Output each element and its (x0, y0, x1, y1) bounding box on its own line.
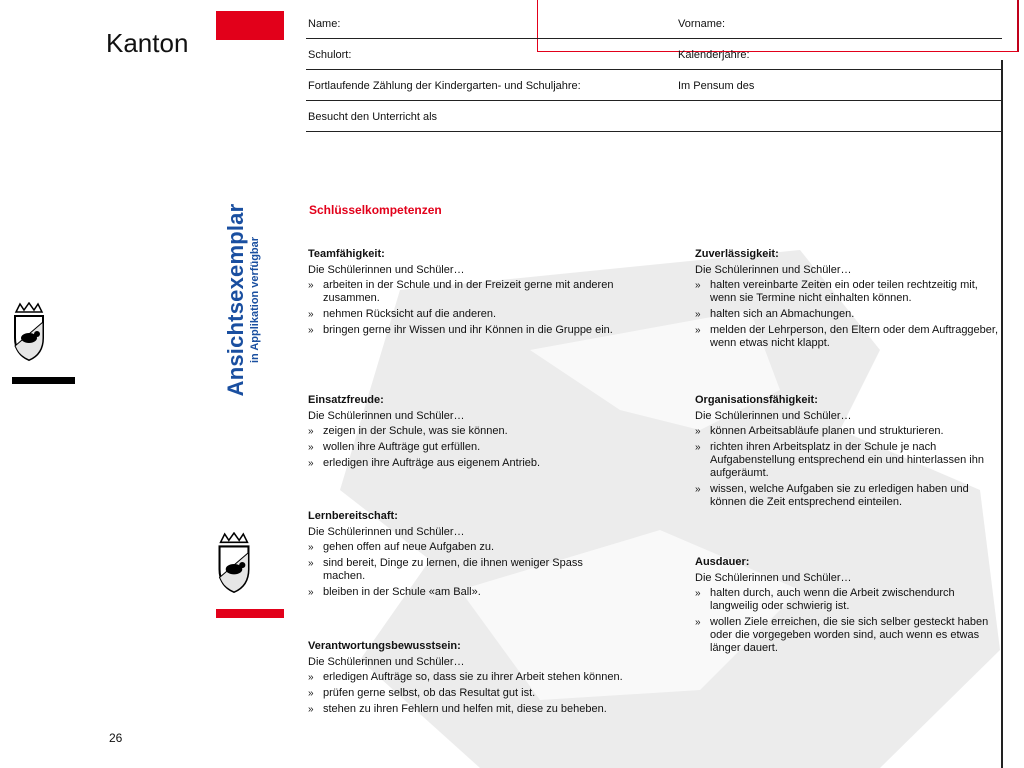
competence-organisation (695, 394, 1000, 512)
competence-lead: Die Schülerinnen und Schüler… (308, 264, 465, 276)
list-item: » sind bereit, Dinge zu lernen, die ihnen weniger Spass machen. (308, 557, 583, 582)
list-item: » richten ihren Arbeitsplatz in der Schule je nach Aufgabenstellung entsprechend ein und hinterlassen ihn aufgeräumt. (695, 441, 984, 479)
list-item: » stehen zu ihren Fehlern und helfen mit, diese zu beheben. (308, 703, 607, 715)
competence-title: Einsatzfreude: (308, 394, 384, 406)
list-item: » melden der Lehrperson, den Eltern oder dem Auftraggeber, wenn etwas nicht klappt. (695, 324, 999, 349)
list-item: » halten sich an Abmachungen. (695, 308, 855, 320)
list-item: » arbeiten in der Schule und in der Freizeit gerne mit anderen zusammen. (308, 279, 614, 304)
competence-title: Teamfähigkeit: (308, 248, 385, 260)
red-corner-block (216, 11, 284, 40)
slide-heading: Kanton (106, 28, 189, 58)
competence-lead: Die Schülerinnen und Schüler… (695, 572, 852, 584)
form-label: Kalenderjahre: (678, 49, 750, 61)
list-item: » wissen, welche Aufgaben sie zu erledigen haben und können die Zeit entsprechend einteilen. (695, 483, 969, 508)
list-item: » wollen Ziele erreichen, die sie sich selber gesteckt haben oder die vorgegeben worden sind, auch wenn es etwas länger dauert. (695, 616, 989, 654)
red-footer-bar (216, 609, 284, 618)
list-item: » gehen offen auf neue Aufgaben zu. (308, 541, 495, 553)
form-label: Fortlaufende Zählung der Kindergarten- und Schuljahre: (308, 80, 581, 92)
competence-teamfaehigkeit (308, 248, 628, 340)
page-edge-line (1001, 60, 1003, 768)
list-item: » bringen gerne ihr Wissen und ihr Können in die Gruppe ein. (308, 324, 613, 336)
bern-coat-of-arms-icon (216, 532, 252, 594)
list-item: » nehmen Rücksicht auf die anderen. (308, 308, 497, 320)
form-label: Name: (308, 18, 341, 30)
competence-ausdauer (695, 556, 1000, 658)
form-label: Besucht den Unterricht als (308, 111, 438, 123)
form-label: Im Pensum des (678, 80, 755, 92)
competence-lead: Die Schülerinnen und Schüler… (695, 410, 852, 422)
form-row (306, 8, 1002, 39)
form-label: Schulort: (308, 49, 352, 61)
form-row (306, 101, 1002, 132)
list-item: » erledigen Aufträge so, dass sie zu ihrer Arbeit stehen können. (308, 671, 623, 683)
form-label: Vorname: (678, 18, 726, 30)
ansichtsexemplar-stamp (223, 204, 261, 397)
competence-lead: Die Schülerinnen und Schüler… (308, 656, 465, 668)
competence-title: Verantwortungsbewusstsein: (308, 640, 461, 652)
list-item: » können Arbeitsabläufe planen und strukturieren. (695, 425, 944, 437)
list-item: » erledigen ihre Aufträge aus eigenem Antrieb. (308, 457, 541, 469)
list-item: » zeigen in der Schule, was sie können. (308, 425, 508, 437)
competence-einsatzfreude (308, 394, 628, 473)
competence-lernbereitschaft (308, 510, 628, 602)
competence-lead: Die Schülerinnen und Schüler… (308, 410, 465, 422)
competence-zuverlaessigkeit (695, 248, 1000, 353)
bern-coat-of-arms-icon (12, 302, 46, 362)
competence-title: Zuverlässigkeit: (695, 248, 779, 260)
form-row (306, 39, 1002, 70)
section-title: Schlüsselkompetenzen (309, 203, 442, 217)
stamp-line-2: in Applikation verfügbar (249, 236, 261, 364)
competence-title: Lernbereitschaft: (308, 510, 398, 522)
list-item: » wollen ihre Aufträge gut erfüllen. (308, 441, 481, 453)
page-number: 26 (109, 731, 123, 745)
list-item: » halten vereinbarte Zeiten ein oder teilen rechtzeitig mit, wenn sie Termine nicht einhalten können. (695, 279, 978, 304)
list-item: » bleiben in der Schule «am Ball». (308, 586, 481, 598)
student-info-form (306, 8, 1002, 132)
list-item: » halten durch, auch wenn die Arbeit zwischendurch langweilig oder schwierig ist. (695, 587, 955, 612)
competence-title: Organisationsfähigkeit: (695, 394, 818, 406)
competence-title: Ausdauer: (695, 556, 750, 568)
list-item: » prüfen gerne selbst, ob das Resultat gut ist. (308, 687, 536, 699)
form-row (306, 70, 1002, 101)
stamp-line-1: Ansichtsexemplar (223, 203, 248, 397)
competence-verantwortung (308, 640, 628, 719)
competence-lead: Die Schülerinnen und Schüler… (308, 526, 465, 538)
competence-lead: Die Schülerinnen und Schüler… (695, 264, 852, 276)
slide-divider (12, 377, 75, 384)
